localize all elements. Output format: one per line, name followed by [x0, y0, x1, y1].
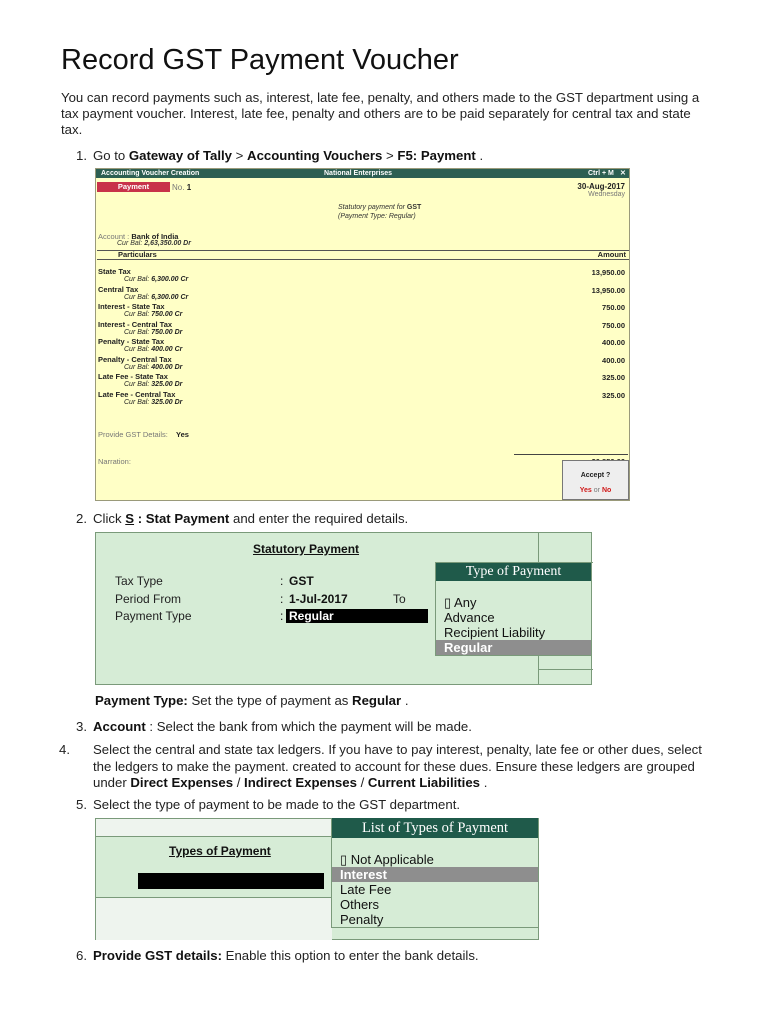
balance-value: 325.00 Dr	[151, 381, 183, 388]
step-text: Go to	[93, 148, 129, 163]
balance-label: Cur Bal:	[124, 346, 150, 353]
payment-option-advance[interactable]: Advance	[444, 610, 495, 625]
narration-label: Narration:	[98, 457, 131, 466]
group-separator: /	[356, 775, 368, 790]
accept-options	[563, 487, 628, 494]
type-option-interest[interactable]: Interest	[332, 867, 538, 882]
step-text: : Select the bank from which the payment will be made.	[145, 719, 472, 734]
ledger-amount[interactable]: 400.00	[602, 355, 625, 365]
type-of-payment-popup	[435, 562, 592, 656]
step-number: 6.	[76, 948, 87, 963]
ledger-amount[interactable]: 400.00	[602, 338, 625, 347]
types-of-payment-input[interactable]	[138, 873, 324, 889]
shortcut-hint: Ctrl + M	[588, 170, 614, 177]
account-balance	[117, 240, 191, 247]
ledger-balance	[124, 364, 182, 371]
balance-label: Cur Bal:	[124, 276, 150, 283]
shortcut-key: S	[125, 511, 135, 526]
balance-value: 6,300.00 Cr	[151, 276, 189, 283]
bottom-strip	[96, 897, 332, 940]
group-indirect-expenses: Indirect Expenses	[244, 775, 357, 790]
payment-type-info: (Payment Type: Regular)	[338, 213, 416, 220]
top-strip	[96, 819, 332, 837]
ledger-amount[interactable]: 325.00	[602, 390, 625, 400]
payment-type-input[interactable]: Regular	[286, 609, 428, 623]
ledger-name[interactable]: Interest - State Tax	[98, 302, 165, 311]
balance-label: Cur Bal:	[117, 240, 143, 247]
tax-type-label: Tax Type	[115, 574, 163, 588]
balance-label: Cur Bal:	[124, 293, 150, 301]
account-label: Account :	[98, 232, 130, 241]
statutory-payment-info	[338, 204, 421, 211]
balance-label: Cur Bal:	[124, 381, 150, 388]
path-separator: >	[382, 148, 398, 163]
ledger-balance	[124, 276, 188, 283]
voucher-type-badge[interactable]: Payment	[97, 182, 170, 192]
ledger-name[interactable]: Late Fee - State Tax	[98, 372, 168, 381]
field-colon: :	[280, 574, 284, 588]
menu-path-payment: F5: Payment	[397, 148, 476, 163]
ledger-amount[interactable]: 325.00	[602, 373, 625, 382]
stat-info-value: GST	[406, 204, 422, 211]
statutory-payment-title: Statutory Payment	[253, 542, 360, 556]
payment-option-any[interactable]: ▯ Any	[444, 595, 477, 610]
voucher-date[interactable]: 30-Aug-2017	[577, 182, 625, 191]
step-text: Enable this option to enter the bank details.	[221, 948, 479, 963]
step-number: 1.	[76, 148, 87, 163]
group-separator: /	[233, 775, 245, 790]
balance-label: Cur Bal:	[124, 363, 150, 371]
step-text: Click	[93, 511, 126, 526]
tax-type-value[interactable]: GST	[289, 574, 314, 588]
note-label: Payment Type:	[95, 693, 188, 708]
payment-type-label: Payment Type	[115, 609, 192, 623]
ledger-name[interactable]: State Tax	[98, 267, 131, 276]
account-value: Bank of India	[131, 232, 179, 241]
step-number: 5.	[76, 797, 87, 812]
ledger-balance	[124, 311, 182, 318]
period-from-label: Period From	[115, 592, 182, 606]
period-from-value[interactable]: 1-Jul-2017	[289, 592, 348, 606]
col-particulars: Particulars	[118, 250, 157, 259]
gst-details-term: Provide GST details:	[93, 948, 222, 963]
ledger-amount[interactable]: 750.00	[602, 303, 625, 312]
stat-info-label: Statutory payment for	[338, 204, 405, 211]
voucher-number-value: 1	[186, 183, 192, 192]
field-colon: :	[280, 592, 284, 606]
balance-value: 2,63,350.00 Dr	[144, 240, 191, 247]
note-text: .	[401, 693, 409, 708]
voucher-day: Wednesday	[588, 191, 625, 198]
menu-path-gateway: Gateway of Tally	[128, 148, 233, 163]
voucher-title-bar	[96, 169, 629, 178]
ledger-amount[interactable]: 13,950.00	[591, 285, 625, 295]
field-colon: :	[280, 609, 284, 623]
type-option-not-applicable[interactable]: ▯ Not Applicable	[340, 852, 434, 867]
step-number: 2.	[76, 511, 87, 526]
accept-or: or	[593, 487, 600, 494]
ledger-amount[interactable]: 750.00	[602, 320, 625, 330]
total-divider	[514, 454, 628, 455]
balance-value: 400.00 Dr	[151, 363, 183, 371]
voucher-number-label: No.	[172, 183, 185, 192]
list-title: List of Types of Payment	[332, 818, 538, 838]
step-5	[76, 797, 460, 814]
period-to-label: To	[393, 592, 406, 606]
accounting-voucher-screen	[95, 168, 630, 501]
gst-details-label: Provide GST Details:	[98, 430, 168, 439]
intro-paragraph: You can record payments such as, interest, late fee, penalty, and others made to the GST department using a tax payment voucher. Interest, late fee, penalty and others are to be paid separately for central tax and state tax.	[61, 90, 700, 137]
note-text: Set the type of payment as	[187, 693, 353, 708]
type-option-others[interactable]: Others	[340, 897, 380, 912]
particulars-header	[97, 250, 629, 260]
note-value: Regular	[352, 693, 402, 708]
ledger-balance	[124, 346, 182, 353]
voucher-bar-title: Accounting Voucher Creation	[101, 170, 200, 177]
step-text: and enter the required details.	[229, 511, 409, 526]
step-1	[76, 148, 483, 165]
step-text: Select the type of payment to be made to the GST department.	[93, 797, 461, 812]
ledger-balance	[124, 399, 182, 406]
menu-path-vouchers: Accounting Vouchers	[247, 148, 383, 163]
types-of-payment-title: Types of Payment	[169, 844, 271, 858]
balance-value: 400.00 Cr	[151, 346, 183, 353]
balance-label: Cur Bal:	[124, 311, 150, 318]
ledger-name[interactable]: Penalty - State Tax	[98, 337, 165, 346]
balance-value: 325.00 Dr	[151, 398, 183, 406]
balance-value: 750.00 Cr	[151, 311, 183, 318]
step-number: 3.	[76, 719, 87, 734]
group-current-liabilities: Current Liabilities	[367, 775, 481, 790]
payment-option-regular[interactable]: Regular	[436, 640, 591, 655]
list-of-payment-types-popup	[331, 818, 539, 928]
step-2	[76, 511, 408, 528]
ledger-name[interactable]: Interest - Central Tax	[98, 319, 173, 329]
path-separator: >	[232, 148, 248, 163]
ledger-balance	[124, 294, 188, 301]
balance-value: 6,300.00 Cr	[151, 293, 189, 301]
step-text: .	[480, 775, 488, 790]
step-3	[76, 719, 472, 736]
accept-no-button[interactable]: No	[601, 487, 612, 494]
step-text: .	[475, 148, 484, 163]
payment-type-note	[95, 693, 408, 710]
ledger-name[interactable]: Late Fee - Central Tax	[98, 389, 176, 399]
page-title: Record GST Payment Voucher	[61, 44, 459, 76]
stat-payment-label: : Stat Payment	[134, 511, 230, 526]
ledger-amount[interactable]: 13,950.00	[591, 268, 625, 277]
col-amount: Amount	[597, 250, 626, 259]
step-4	[59, 742, 722, 792]
account-term: Account	[93, 719, 146, 734]
voucher-number	[172, 183, 191, 192]
balance-label: Cur Bal:	[124, 328, 150, 336]
balance-label: Cur Bal:	[124, 398, 150, 406]
type-option-late-fee[interactable]: Late Fee	[340, 882, 392, 897]
ledger-balance	[124, 329, 182, 336]
step-text: Select the central and state tax ledgers. If you have to pay interest, penalty, late fee or other dues, select the ledgers to make the payment. created to account for these dues. Ensure these ledgers are grouped under	[93, 742, 702, 790]
gst-details-field[interactable]	[98, 430, 189, 439]
payment-option-recipient-liability[interactable]: Recipient Liability	[444, 625, 546, 640]
ledger-name[interactable]: Penalty - Central Tax	[98, 354, 172, 364]
step-number: 4.	[59, 742, 70, 757]
ledger-balance	[124, 381, 182, 388]
accept-question: Accept ?	[580, 472, 611, 479]
company-name: National Enterprises	[324, 170, 393, 177]
accept-yes-button[interactable]: Yes	[579, 487, 592, 494]
gst-details-value: Yes	[175, 430, 189, 439]
type-option-penalty[interactable]: Penalty	[340, 912, 384, 927]
accept-dialog	[562, 460, 629, 500]
close-icon[interactable]: ✕	[620, 170, 626, 177]
ledger-name[interactable]: Central Tax	[98, 284, 139, 294]
type-of-payment-title: Type of Payment	[436, 563, 591, 581]
balance-value: 750.00 Dr	[151, 328, 183, 336]
group-direct-expenses: Direct Expenses	[130, 775, 234, 790]
step-6	[76, 948, 479, 965]
